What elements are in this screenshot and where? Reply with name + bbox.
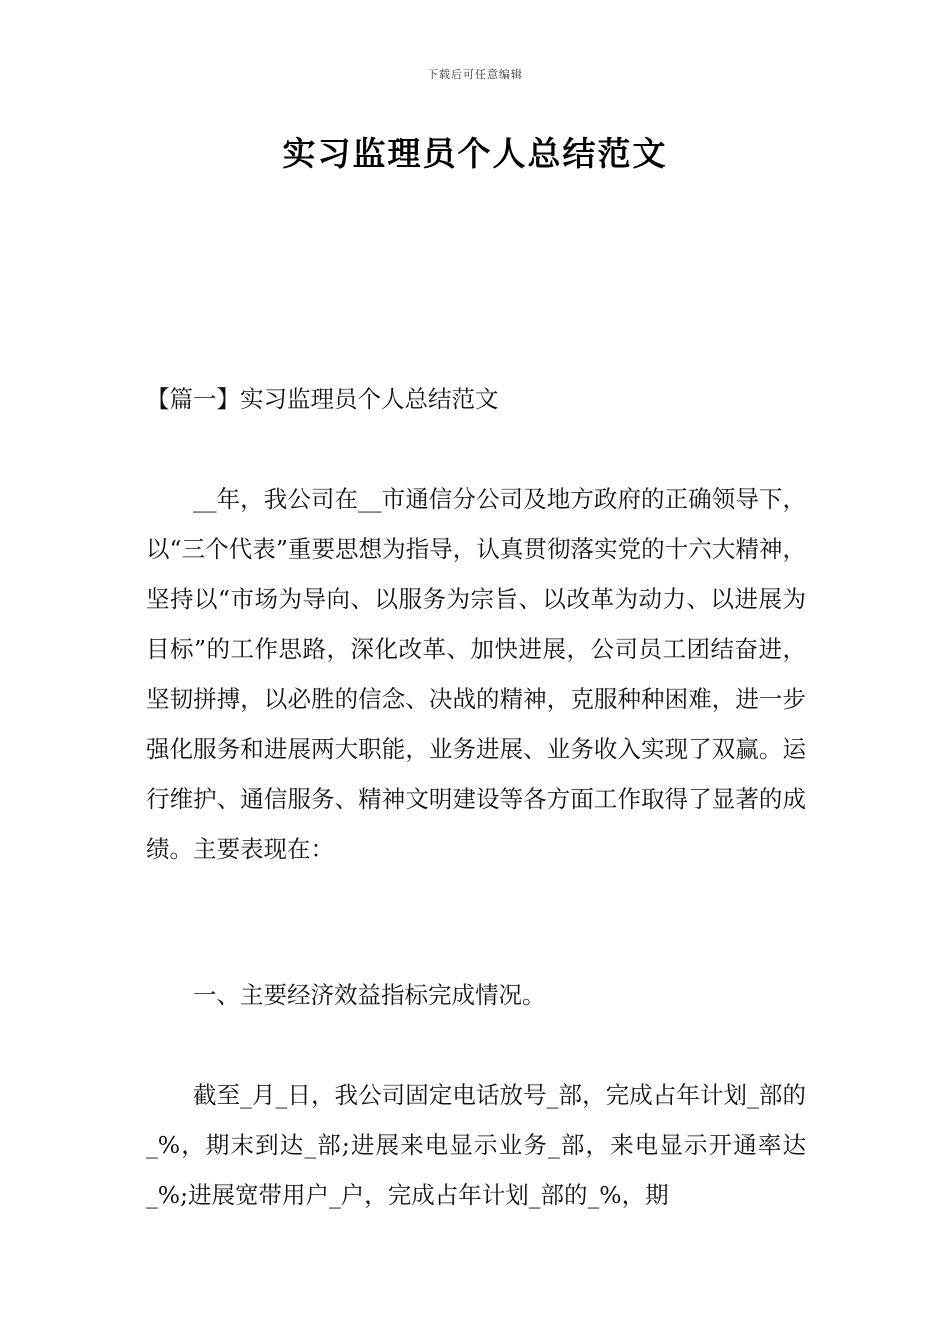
point-heading: 一、主要经济效益指标完成情况。 <box>193 981 546 1009</box>
body-paragraph: 截至_月_日，我公司固定电话放号_部，完成占年计划_部的_%，期末到达_部;进展来电显示业务_部，来电显示开通率达_%;进展宽带用户_户，完成占年计划_部的_%，期 <box>146 1081 806 1209</box>
body-paragraph: __年，我公司在__市通信分公司及地方政府的正确领导下，以“三个代表”重要思想为指导，认真贯彻落实党的十六大精神，坚持以“市场为导向、以服务为宗旨、以改革为动力、以进展为目标”的工作思路，深化改革、加快进展，公司员工团结奋进，坚韧拼搏，以必胜的信念、决战的精神，克服种种困难，进一步强化服务和进展两大职能，业务进展、业务收入实现了双赢。运行维护、通信服务、精神文明建设等各方面工作取得了显著的成绩。主要表现在： <box>146 485 806 863</box>
header-note: 下载后可任意编辑 <box>427 68 523 81</box>
document-title: 实习监理员个人总结范文 <box>282 134 668 173</box>
section-heading: 【篇一】实习监理员个人总结范文 <box>146 385 499 413</box>
